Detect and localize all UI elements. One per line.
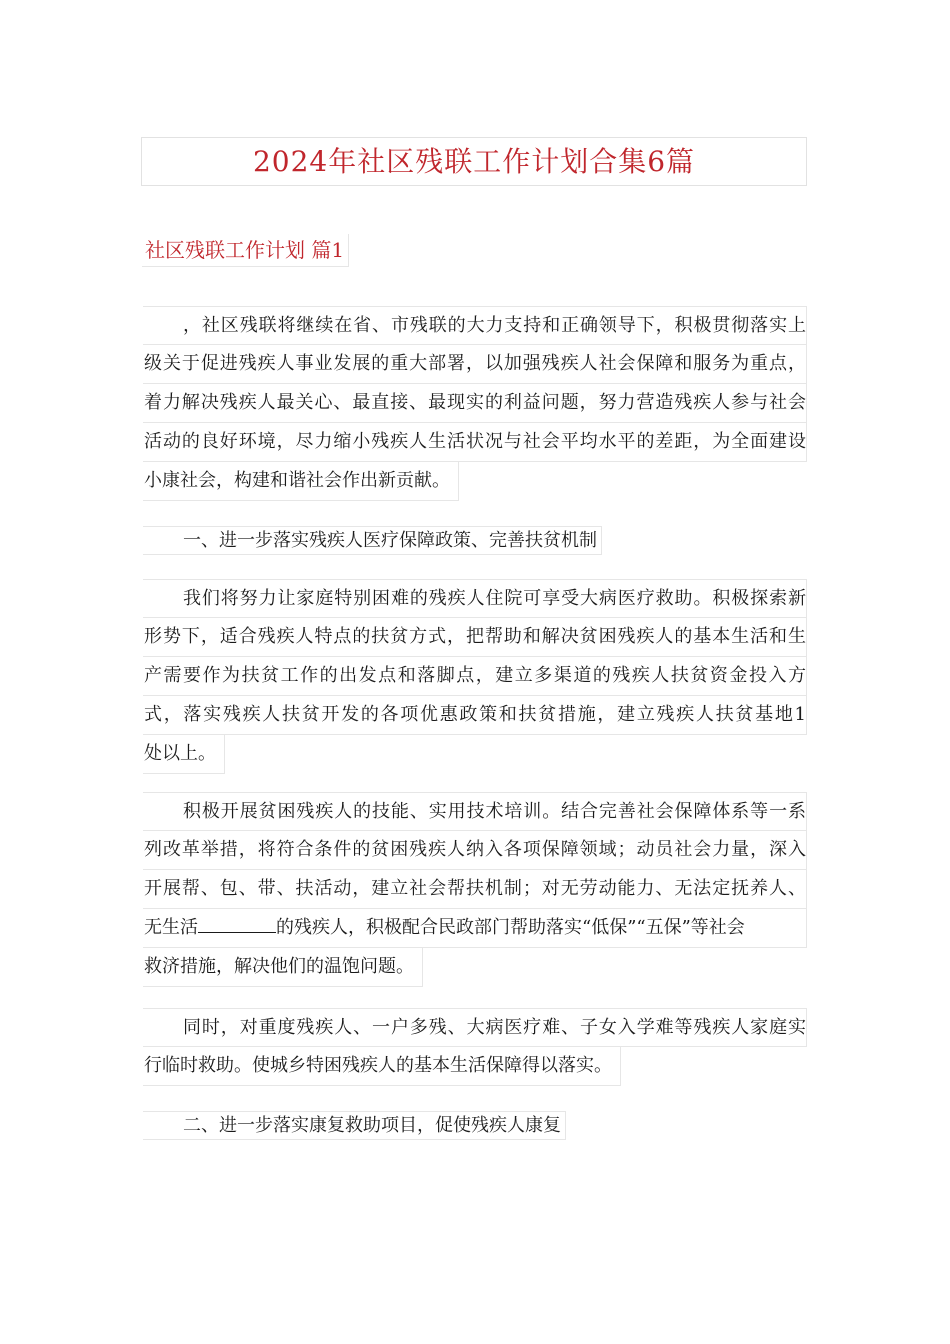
paragraph-line: 形势下，适合残疾人特点的扶贫方式，把帮助和解决贫困残疾人的基本生活和生	[143, 618, 807, 657]
paragraph-line: 小康社会，构建和谐社会作出新贡献。	[143, 462, 459, 501]
paragraph-line: 我们将努力让家庭特别困难的残疾人住院可享受大病医疗救助。积极探索新	[143, 579, 807, 618]
paragraph-line: 列改革举措，将符合条件的贫困残疾人纳入各项保障领域；动员社会力量，深入	[143, 831, 807, 870]
paragraph-line: 积极开展贫困残疾人的技能、实用技术培训。结合完善社会保障体系等一系	[143, 792, 807, 831]
paragraph-line	[143, 909, 807, 948]
paragraph-line: 着力解决残疾人最关心、最直接、最现实的利益问题，努力营造残疾人参与社会	[143, 384, 807, 423]
paragraph-line: 救济措施，解决他们的温饱问题。	[143, 948, 423, 987]
heading-2	[143, 1111, 807, 1140]
paragraph-2	[143, 579, 807, 774]
paragraph-4	[143, 1008, 807, 1086]
fill-in-blank	[198, 916, 276, 933]
paragraph-line: 级关于促进残疾人事业发展的重大部署，以加强残疾人社会保障和服务为重点，	[143, 345, 807, 384]
section-heading: 社区残联工作计划 篇1	[142, 234, 349, 267]
subheading: 二、进一步落实康复救助项目，促使残疾人康复	[143, 1111, 566, 1140]
paragraph-1	[143, 306, 807, 501]
document-title: 2024年社区残联工作计划合集6篇	[252, 144, 696, 178]
paragraph-line: 处以上。	[143, 735, 225, 774]
title-box	[141, 137, 807, 186]
line-text: 的残疾人，积极配合民政部门帮助落实“低保”“五保”等社会	[276, 917, 745, 938]
subheading: 一、进一步落实残疾人医疗保障政策、完善扶贫机制	[143, 526, 602, 555]
paragraph-3	[143, 792, 807, 987]
heading-1	[143, 526, 807, 555]
paragraph-line: 同时，对重度残疾人、一户多残、大病医疗难、子女入学难等残疾人家庭实	[143, 1008, 807, 1047]
paragraph-line: 产需要作为扶贫工作的出发点和落脚点，建立多渠道的残疾人扶贫资金投入方	[143, 657, 807, 696]
paragraph-line: 行临时救助。使城乡特困残疾人的基本生活保障得以落实。	[143, 1047, 621, 1086]
paragraph-line: 活动的良好环境，尽力缩小残疾人生活状况与社会平均水平的差距，为全面建设	[143, 423, 807, 462]
paragraph-line: 开展帮、包、带、扶活动，建立社会帮扶机制；对无劳动能力、无法定抚养人、	[143, 870, 807, 909]
paragraph-line: 式，落实残疾人扶贫开发的各项优惠政策和扶贫措施，建立残疾人扶贫基地1	[143, 696, 807, 735]
paragraph-line: ，社区残联将继续在省、市残联的大力支持和正确领导下，积极贯彻落实上	[143, 306, 807, 345]
line-text: 无生活	[144, 917, 198, 938]
